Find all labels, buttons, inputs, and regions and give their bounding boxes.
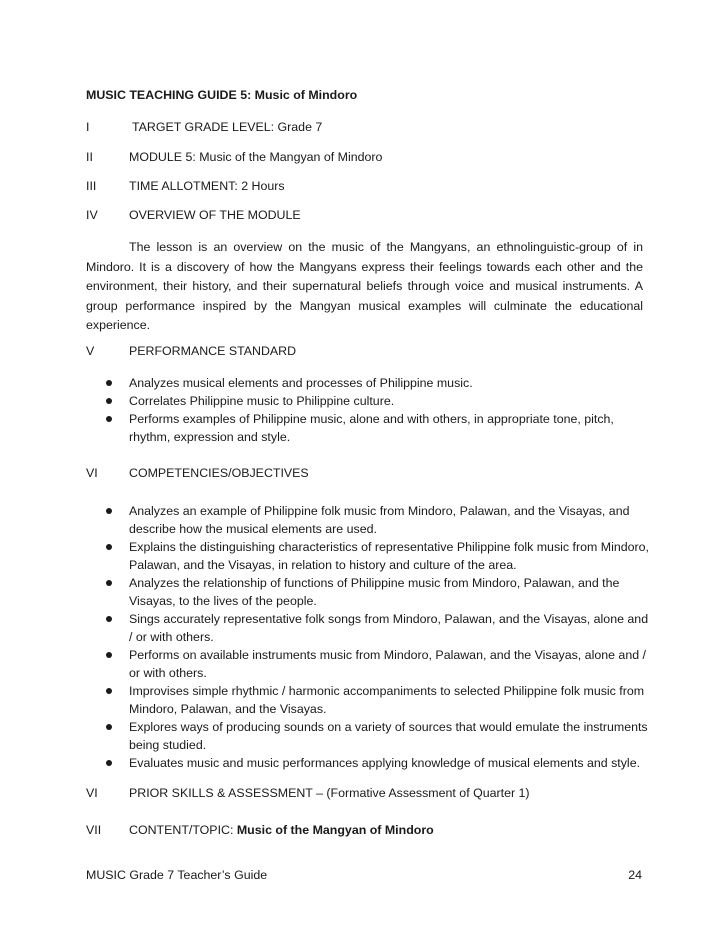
- section-number: VI: [86, 786, 98, 800]
- content-topic-value: Music of the Mangyan of Mindoro: [236, 823, 434, 837]
- section-heading: PRIOR SKILLS & ASSESSMENT – (Formative Assessment of Quarter 1): [129, 786, 530, 800]
- list-item: Evaluates music and music performances applying knowledge of musical elements and style.: [86, 754, 646, 772]
- bullet-icon: [106, 380, 112, 386]
- list-item: Improvises simple rhythmic / harmonic accompaniments to selected Philippine folk music from Mindoro, Palawan, and the Visayas.: [86, 682, 646, 718]
- list-item: Explores ways of producing sounds on a variety of sources that would emulate the instruments being studied.: [86, 718, 646, 754]
- bullet-icon: [106, 398, 112, 404]
- section-number: V: [86, 344, 95, 358]
- list-item: Correlates Philippine music to Philippine culture.: [86, 392, 646, 410]
- bullet-icon: [106, 580, 112, 586]
- bullet-icon: [106, 724, 112, 730]
- bullet-icon: [106, 688, 112, 694]
- section-heading: TARGET GRADE LEVEL: Grade 7: [132, 120, 323, 134]
- footer-guide-title: MUSIC Grade 7 Teacher’s Guide: [86, 868, 268, 882]
- list-item: Sings accurately representative folk songs from Mindoro, Palawan, and the Visayas, alone and / or with others.: [86, 610, 646, 646]
- overview-paragraph: The lesson is an overview on the music of the Mangyans, an ethnolinguistic-group of in Mindoro. It is a discovery of how the Mangyans express their feelings towards each other and the environment, their history, and their supernatural beliefs through voice and musical instruments. A group performance inspired by the Mangyan musical examples will culminate the educational experience.: [86, 240, 643, 332]
- bullet-icon: [106, 616, 112, 622]
- content-topic-label: CONTENT/TOPIC:: [129, 823, 237, 837]
- section-heading: OVERVIEW OF THE MODULE: [129, 208, 301, 222]
- section-module: [86, 150, 646, 168]
- section-heading: [129, 823, 434, 837]
- section-competencies: [86, 466, 646, 484]
- section-number: III: [86, 179, 97, 193]
- bullet-icon: [106, 416, 112, 422]
- section-performance-standard: [86, 344, 646, 362]
- section-number: IV: [86, 208, 98, 222]
- bullet-icon: [106, 760, 112, 766]
- section-heading: MODULE 5: Music of the Mangyan of Mindoro: [129, 150, 383, 164]
- competencies-list: [86, 502, 649, 772]
- bullet-icon: [106, 544, 112, 550]
- section-target-grade: [86, 120, 646, 138]
- list-item: Analyzes an example of Philippine folk music from Mindoro, Palawan, and the Visayas, and describe how the musical elements are used.: [86, 502, 646, 538]
- page-title: MUSIC TEACHING GUIDE 5: Music of Mindoro: [86, 88, 358, 102]
- list-item: Analyzes musical elements and processes of Philippine music.: [86, 374, 646, 392]
- section-heading: COMPETENCIES/OBJECTIVES: [129, 466, 309, 480]
- section-time-allotment: [86, 179, 646, 197]
- section-content-topic: [86, 823, 646, 841]
- bullet-icon: [106, 652, 112, 658]
- bullet-icon: [106, 508, 112, 514]
- section-number: I: [86, 120, 90, 134]
- section-number: VII: [86, 823, 102, 837]
- section-prior-skills: [86, 786, 646, 804]
- section-number: VI: [86, 466, 98, 480]
- performance-standard-list: [86, 374, 646, 446]
- list-item: Explains the distinguishing characteristics of representative Philippine folk music from Mindoro, Palawan, and the Visayas, in relation to history and culture of the area.: [86, 538, 646, 574]
- section-heading: TIME ALLOTMENT: 2 Hours: [129, 179, 285, 193]
- page-number: 24: [628, 868, 642, 882]
- section-heading: PERFORMANCE STANDARD: [129, 344, 297, 358]
- list-item: Performs examples of Philippine music, alone and with others, in appropriate tone, pitch, rhythm, expression and style.: [86, 410, 646, 446]
- list-item: Performs on available instruments music from Mindoro, Palawan, and the Visayas, alone and / or with others.: [86, 646, 646, 682]
- section-number: II: [86, 150, 93, 164]
- section-overview: [86, 208, 646, 226]
- list-item: Analyzes the relationship of functions of Philippine music from Mindoro, Palawan, and the Visayas, to the lives of the people.: [86, 574, 646, 610]
